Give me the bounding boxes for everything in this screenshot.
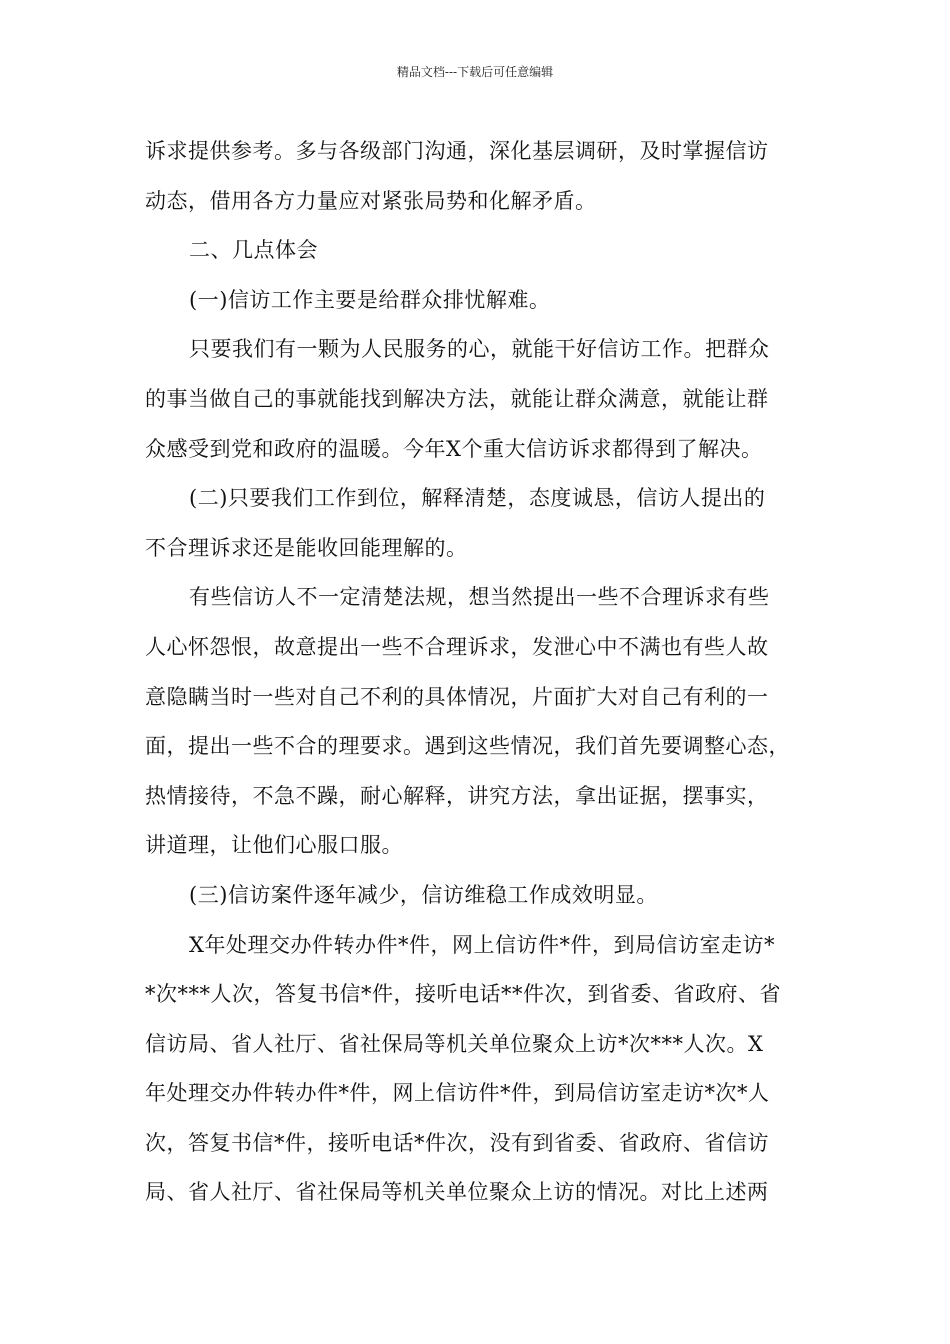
body-line: 诉求提供参考。多与各级部门沟通，深化基层调研，及时掌握信访 [145,139,769,163]
body-line: 讲道理，让他们心服口服。 [145,833,403,858]
body-line: 局、省人社厅、省社保局等机关单位聚众上访的情况。对比上述两 [145,1180,769,1205]
subsection-heading: (二)只要我们工作到位，解释清楚，态度诚恳，信访人提出的 [189,486,766,511]
body-line: 只要我们有一颗为人民服务的心，就能干好信访工作。把群众 [189,337,770,362]
body-line: *次***人次，答复书信*件，接听电话**件次，到省委、省政府、省 [145,982,781,1007]
body-line: 热情接待，不急不躁，耐心解释，讲究方法，拿出证据，摆事实， [145,783,769,808]
body-line: 不合理诉求还是能收回能理解的。 [145,535,468,560]
body-line: 人心怀怨恨，故意提出一些不合理诉求，发泄心中不满也有些人故 [145,634,769,659]
body-line: 次，答复书信*件，接听电话*件次，没有到省委、省政府、省信访 [145,1130,769,1155]
body-line: 的事当做自己的事就能找到解决方法，就能让群众满意，就能让群 [145,386,769,411]
body-line: X年处理交办件转办件*件，网上信访件*件，到局信访室走访* [189,932,775,957]
body-line: 面，提出一些不合的理要求。遇到这些情况，我们首先要调整心态， [145,734,790,759]
body-line: 动态，借用各方力量应对紧张局势和化解矛盾。 [145,188,597,213]
section-heading: 二、几点体会 [189,238,318,263]
body-line: 意隐瞒当时一些对自己不利的具体情况，片面扩大对自己有利的一 [145,684,769,709]
page-header: 精品文档---下载后可任意编辑 [396,65,554,79]
subsection-heading: (一)信访工作主要是给群众排忧解难。 [189,287,551,312]
body-line: 众感受到党和政府的温暖。今年X个重大信访诉求都得到了解决。 [145,436,763,461]
subsection-heading: (三)信访案件逐年减少，信访维稳工作成效明显。 [189,882,658,907]
body-line: 年处理交办件转办件*件，网上信访件*件，到局信访室走访*次*人 [145,1081,770,1106]
document-body [145,127,810,1218]
body-line: 信访局、省人社厅、省社保局等机关单位聚众上访*次***人次。X [145,1031,764,1056]
body-line: 有些信访人不一定清楚法规，想当然提出一些不合理诉求有些 [189,585,770,610]
